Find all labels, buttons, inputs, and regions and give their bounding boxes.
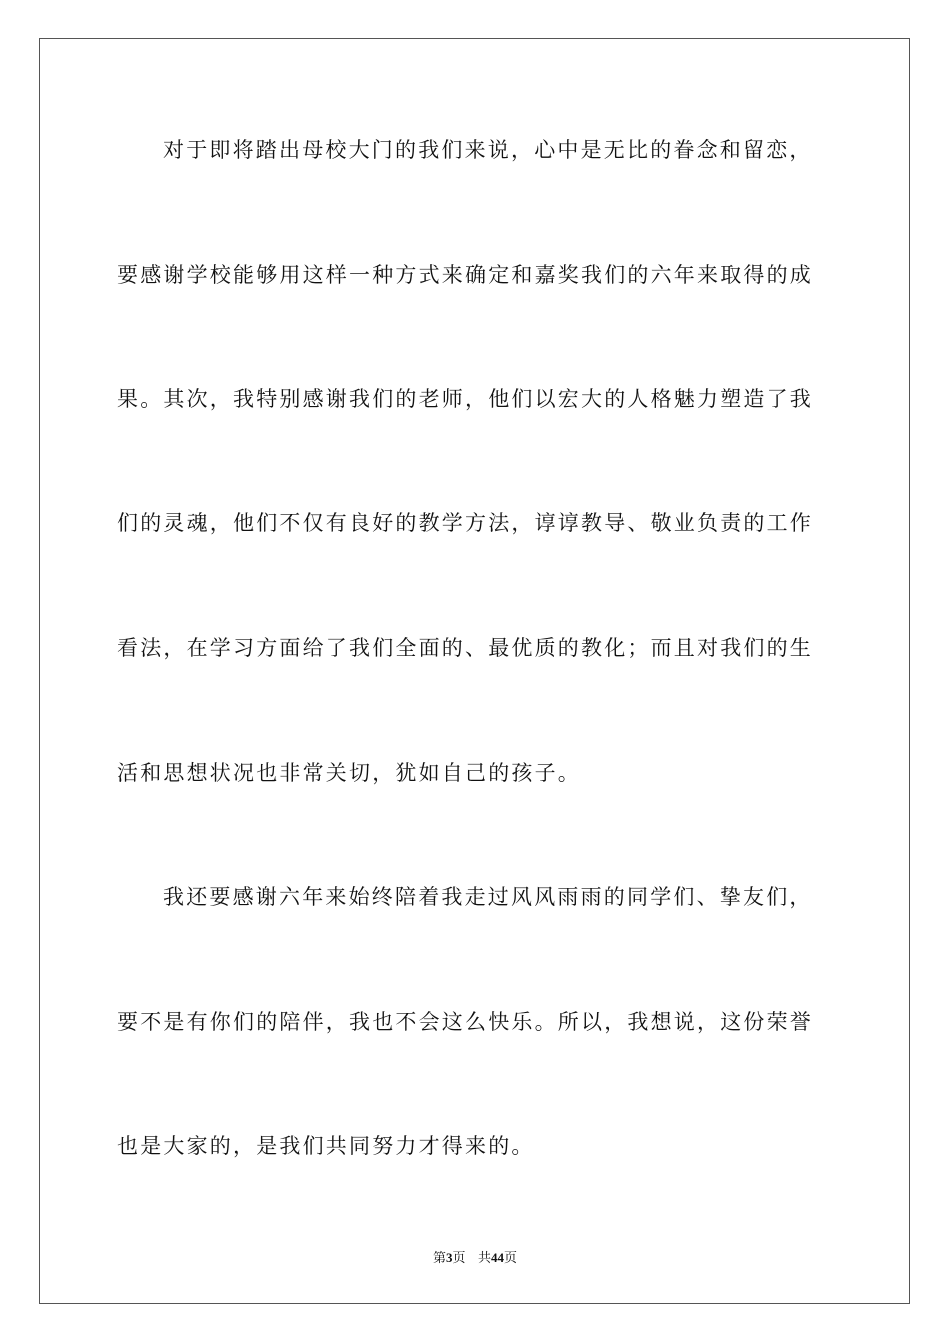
page-border — [39, 38, 910, 1304]
paragraph-1-line-5: 看法，在学习方面给了我们全面的、最优质的教化；而且对我们的生 — [117, 636, 813, 660]
paragraph-1-line-1: 对于即将踏出母校大门的我们来说，心中是无比的眷念和留恋， — [163, 138, 813, 162]
page-number: 3 — [446, 1250, 453, 1265]
total-pages: 44 — [490, 1250, 504, 1265]
paragraph-1-line-3: 果。其次，我特别感谢我们的老师，他们以宏大的人格魅力塑造了我 — [117, 387, 813, 411]
paragraph-1-line-2: 要感谢学校能够用这样一种方式来确定和嘉奖我们的六年来取得的成 — [117, 263, 813, 287]
page-footer — [0, 1247, 950, 1266]
page-prefix: 第 — [433, 1251, 447, 1266]
paragraph-2-line-2: 要不是有你们的陪伴，我也不会这么快乐。所以，我想说，这份荣誉 — [117, 1010, 813, 1034]
paragraph-2-line-1: 我还要感谢六年来始终陪着我走过风风雨雨的同学们、挚友们， — [163, 885, 813, 909]
paragraph-1-line-4: 们的灵魂，他们不仅有良好的教学方法，谆谆教导、敬业负责的工作 — [117, 511, 813, 535]
paragraph-1-line-6: 活和思想状况也非常关切，犹如自己的孩子。 — [117, 761, 581, 785]
page-suffix: 页 — [452, 1251, 466, 1266]
paragraph-2-line-3: 也是大家的，是我们共同努力才得来的。 — [117, 1134, 535, 1158]
total-prefix: 共 — [477, 1251, 491, 1266]
total-suffix: 页 — [503, 1251, 517, 1266]
